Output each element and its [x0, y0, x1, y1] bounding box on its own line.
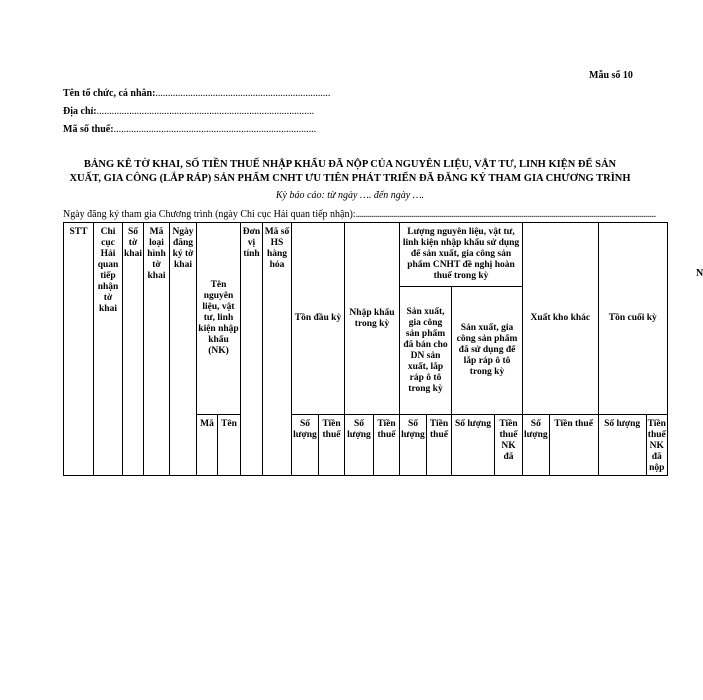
col-header-declaration-no: Số tờ khai	[123, 223, 144, 476]
subheader-other-tax: Tiền thuế	[549, 415, 598, 476]
col-header-refund-sold: Sản xuất, gia công sản phẩm đã bán cho DN sản xuất, lắp ráp ô tô trong kỳ	[400, 287, 452, 415]
subheader-opening-qty: Số lượng	[292, 415, 319, 476]
col-header-unit: Đơn vị tính	[241, 223, 263, 476]
org-name-dots: ......................................................................	[155, 88, 331, 99]
declaration-table	[63, 222, 668, 476]
report-period: Kỳ báo cáo: từ ngày …. đến ngày ….	[275, 190, 425, 201]
tax-code-field	[63, 124, 316, 135]
address-field	[63, 106, 314, 117]
subheader-sold-tax: Tiền thuế	[427, 415, 452, 476]
col-header-refund-used: Sản xuất, gia công sản phẩm đã sử dụng để lắp ráp ô tô trong kỳ	[452, 287, 523, 415]
address-dots: .......................................................................................	[96, 106, 315, 117]
subheader-other-qty: Số lượng	[523, 415, 550, 476]
col-header-other-export: Xuất kho khác	[523, 223, 599, 415]
tax-code-dots: .................................................................................	[113, 124, 317, 135]
subheader-closing-tax: Tiền thuế NK đã nộp	[646, 415, 667, 476]
subheader-used-tax: Tiền thuế NK đã	[495, 415, 523, 476]
tax-code-label: Mã số thuế:	[63, 124, 114, 135]
col-header-stt: STT	[64, 223, 94, 476]
subheader-import-qty: Số lượng	[345, 415, 374, 476]
subheader-opening-tax: Tiền thuế	[319, 415, 345, 476]
document-title-line-1: BẢNG KÊ TỜ KHAI, SỐ TIỀN THUẾ NHẬP KHẨU ĐÃ NỘP CỦA NGUYÊN LIỆU, VẬT TƯ, LINH KIỆN ĐỂ SẢN	[83, 159, 617, 170]
col-header-hs-code: Mã số HS hàng hóa	[263, 223, 292, 476]
col-header-opening-stock: Tồn đầu kỳ	[292, 223, 345, 415]
org-name-field	[63, 88, 330, 99]
col-header-closing-stock: Tồn cuối kỳ	[598, 223, 667, 415]
subheader-code: Mã	[197, 415, 218, 476]
subheader-sold-qty: Số lượng	[400, 415, 427, 476]
registration-date-dots: ......................................................................................................................................................	[355, 209, 656, 220]
subheader-used-qty: Số lượng	[452, 415, 495, 476]
col-header-declaration-type: Mã loại hình tờ khai	[144, 223, 170, 476]
col-header-imported-in-period: Nhập khẩu trong kỳ	[345, 223, 400, 415]
subheader-name: Tên	[218, 415, 241, 476]
org-name-label: Tên tổ chức, cá nhân:	[63, 88, 156, 99]
registration-date-label: Ngày đăng ký tham gia Chương trình (ngày Chi cục Hải quan tiếp nhận):	[63, 209, 356, 220]
col-header-registration-date: Ngày đăng ký tờ khai	[170, 223, 197, 476]
col-header-refund-group: Lượng nguyên liệu, vật tư, linh kiện nhập khẩu sử dụng để sản xuất, gia công sản phẩm CNHT đề nghị hoàn thuế trong kỳ	[400, 223, 523, 287]
document-title-line-2: XUẤT, GIA CÔNG (LẮP RÁP) SẢN PHẨM CNHT ƯU TIÊN PHÁT TRIỂN ĐÃ ĐĂNG KÝ THAM GIA CHƯƠNG TRÌNH	[69, 173, 631, 184]
col-header-cut-off	[667, 223, 668, 476]
address-label: Địa chỉ:	[63, 106, 97, 117]
subheader-closing-qty: Số lượng	[598, 415, 646, 476]
col-header-material-name: Tên nguyên liệu, vật tư, linh kiện nhập khẩu (NK)	[197, 223, 241, 415]
registration-date-line	[63, 209, 656, 220]
subheader-import-tax: Tiền thuế	[374, 415, 400, 476]
cut-off-letter: N	[696, 268, 703, 279]
col-header-customs-office: Chi cục Hải quan tiếp nhận tờ khai	[94, 223, 123, 476]
form-number: Mẫu số 10	[589, 70, 633, 81]
